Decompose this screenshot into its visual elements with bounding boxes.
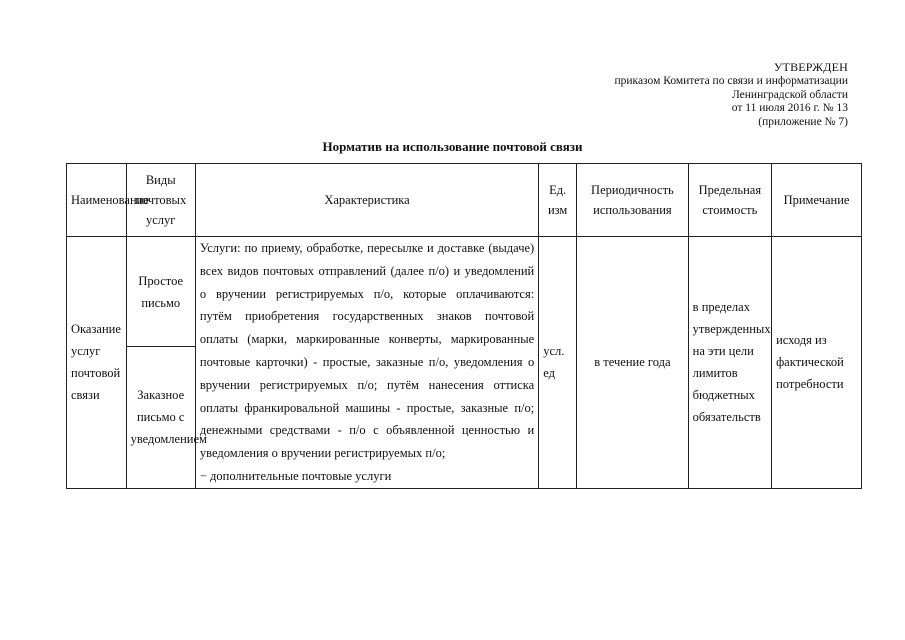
cell-note: исходя из фактической потребности — [772, 237, 862, 489]
header-note: Примечание — [772, 164, 862, 237]
document-title: Норматив на использование почтовой связи — [322, 139, 583, 154]
header-period: Периодичность использования — [577, 164, 689, 237]
characteristic-text: Услуги: по приему, обработке, пересылке и доставке (выдаче) всех видов почтовых отправлений (далее п/о) и уведомлений о вручении регистрируемых п/о, которые оплачиваются: путём приобретения государственных знаков почтовой оплаты (марки, маркированные конверты, маркированные почтовые карточки) - простые, заказные п/о, уведомления о вручении регистрируемых п/о; путём нанесения оттиска оплаты франкировальной машины - простые, заказные п/о; денежными средствами - п/о с объявленной ценностью и уведомления о вручении регистрируемых п/о; — [199, 241, 535, 461]
cell-period: в течение года — [577, 237, 689, 489]
approval-line-date: от 11 июля 2016 г. № 13 — [731, 102, 848, 115]
characteristic-extra: − дополнительные почтовые услуги — [199, 468, 392, 483]
norm-table — [66, 163, 862, 489]
approval-line-region: Ленинградской области — [731, 88, 848, 101]
header-characteristic: Характеристика — [195, 164, 538, 237]
table-header-row — [67, 164, 862, 237]
cell-cost: в пределах утвержденных на эти цели лимитов бюджетных обязательств — [688, 237, 771, 489]
approval-line-order: приказом Комитета по связи и информатизации — [614, 74, 848, 87]
cell-name: Оказание услуг почтовой связи — [67, 237, 127, 489]
approval-heading: УТВЕРЖДЕН — [773, 60, 848, 74]
cell-kind-simple: Простое письмо — [126, 237, 195, 347]
cell-kind-registered: Заказное письмо с уведомлением — [126, 347, 195, 489]
header-kind: Виды почтовых услуг — [126, 164, 195, 237]
cell-unit: усл. ед — [539, 237, 577, 489]
cell-characteristic — [195, 237, 538, 489]
header-unit: Ед. изм — [539, 164, 577, 237]
approval-line-appendix: (приложение № 7) — [758, 116, 848, 129]
header-cost: Предельная стоимость — [688, 164, 771, 237]
approval-block — [614, 61, 848, 130]
header-name: Наименование — [67, 164, 127, 237]
table-row — [67, 237, 862, 347]
